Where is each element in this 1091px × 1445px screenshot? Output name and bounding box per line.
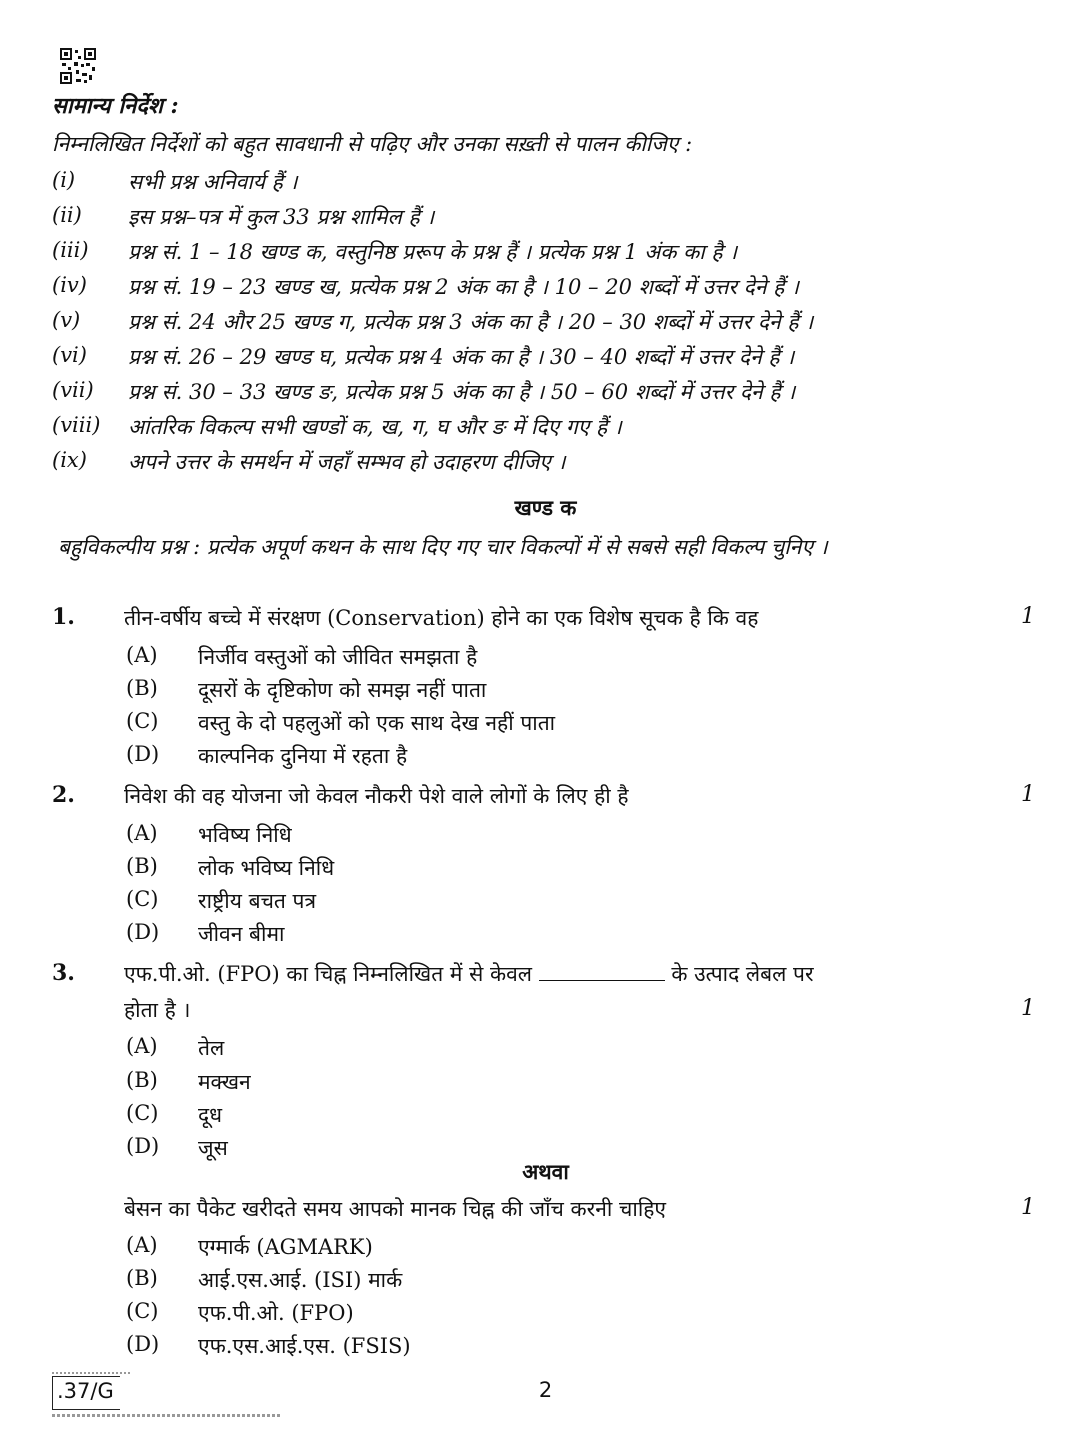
alt-question-marks: 1 — [1021, 1195, 1035, 1220]
page-number: 2 — [538, 1378, 553, 1402]
instruction-item — [52, 168, 1002, 198]
instruction-text: प्रश्न सं. 19 – 23 खण्ड ख, प्रत्येक प्रश्न 2 अंक का है । 10 – 20 शब्दों में उत्तर देने हैं । — [128, 275, 799, 299]
question-marks: 1 — [1021, 996, 1035, 1021]
question-number: 1. — [52, 604, 75, 630]
instruction-item — [52, 378, 1002, 408]
fill-in-blank — [539, 962, 665, 981]
question-number: 3. — [52, 960, 75, 986]
instruction-item — [52, 413, 1002, 443]
instruction-item — [52, 343, 1002, 373]
instruction-number: (ix) — [52, 448, 87, 472]
option-text: निर्जीव वस्तुओं को जीवित समझता है — [198, 645, 478, 669]
instruction-item — [52, 273, 1002, 303]
general-instructions-heading: सामान्य निर्देश : — [52, 93, 179, 119]
instruction-number: (iii) — [52, 238, 89, 262]
instruction-number: (viii) — [52, 413, 101, 437]
option-text: जूस — [198, 1136, 228, 1160]
general-instructions-intro: निम्नलिखित निर्देशों को बहुत सावधानी से पढ़िए और उनका सख़्ती से पालन कीजिए : — [52, 132, 693, 156]
instruction-text: आंतरिक विकल्प सभी खण्डों क, ख, ग, घ और ङ में दिए गए हैं । — [128, 415, 622, 439]
instruction-number: (iv) — [52, 273, 87, 297]
option-text: वस्तु के दो पहलुओं को एक साथ देख नहीं पाता — [198, 711, 556, 735]
section-title: खण्ड क — [514, 495, 577, 520]
instruction-item — [52, 308, 1002, 338]
option-text: राष्ट्रीय बचत पत्र — [198, 889, 317, 913]
instruction-number: (vi) — [52, 343, 87, 367]
option-text: एफ.एस.आई.एस. (FSIS) — [198, 1334, 411, 1358]
option-letter: (B) — [126, 1068, 158, 1092]
instruction-number: (vii) — [52, 378, 94, 402]
instruction-text: प्रश्न सं. 1 – 18 खण्ड क, वस्तुनिष्ठ प्ररूप के प्रश्न हैं । प्रत्येक प्रश्न 1 अंक का है । — [128, 240, 738, 264]
option-text: एग्मार्क (AGMARK) — [198, 1235, 373, 1259]
instruction-item — [52, 203, 1002, 233]
option-letter: (A) — [126, 643, 158, 667]
instruction-number: (ii) — [52, 203, 82, 227]
question-text: तीन-वर्षीय बच्चे में संरक्षण (Conservation) होने का एक विशेष सूचक है कि वह — [124, 606, 759, 630]
instruction-number: (v) — [52, 308, 81, 332]
question-text-line2: होता है । — [124, 998, 191, 1022]
question-number: 2. — [52, 782, 75, 808]
option-letter: (D) — [126, 1134, 160, 1158]
option-text: दूसरों के दृष्टिकोण को समझ नहीं पाता — [198, 678, 487, 702]
option-letter: (A) — [126, 1034, 158, 1058]
option-letter: (B) — [126, 1266, 158, 1290]
qr-code-icon — [60, 48, 96, 84]
question-marks: 1 — [1021, 604, 1035, 629]
question-text-part2: के उत्पाद लेबल पर — [671, 962, 814, 986]
option-text: दूध — [198, 1103, 223, 1127]
option-text: भविष्य निधि — [198, 823, 292, 847]
instruction-item — [52, 448, 1002, 478]
option-text: लोक भविष्य निधि — [198, 856, 335, 880]
option-letter: (C) — [126, 887, 159, 911]
instruction-text: प्रश्न सं. 26 – 29 खण्ड घ, प्रत्येक प्रश्न 4 अंक का है । 30 – 40 शब्दों में उत्तर देने हैं । — [128, 345, 795, 369]
question-text-part1: एफ.पी.ओ. (FPO) का चिह्न निम्नलिखित में से केवल — [124, 962, 532, 986]
instruction-item — [52, 238, 1002, 268]
instruction-number: (i) — [52, 168, 76, 192]
option-text: आई.एस.आई. (ISI) मार्क — [198, 1268, 403, 1292]
option-text: काल्पनिक दुनिया में रहता है — [198, 744, 408, 768]
microprint-bottom — [52, 1414, 282, 1417]
question-text — [124, 960, 814, 988]
option-letter: (C) — [126, 709, 159, 733]
mcq-instruction: बहुविकल्पीय प्रश्न : प्रत्येक अपूर्ण कथन के साथ दिए गए चार विकल्पों में से सबसे सही विकल्प चुनिए । — [58, 535, 828, 559]
option-text: मक्खन — [198, 1070, 251, 1094]
option-letter: (B) — [126, 676, 158, 700]
option-letter: (B) — [126, 854, 158, 878]
question-text: निवेश की वह योजना जो केवल नौकरी पेशे वाले लोगों के लिए ही है — [124, 784, 629, 808]
option-text: तेल — [198, 1036, 225, 1060]
option-text: जीवन बीमा — [198, 922, 285, 946]
or-label: अथवा — [522, 1159, 569, 1184]
instruction-text: प्रश्न सं. 24 और 25 खण्ड ग, प्रत्येक प्रश्न 3 अंक का है । 20 – 30 शब्दों में उत्तर देने हैं । — [128, 310, 814, 334]
instruction-text: अपने उत्तर के समर्थन में जहाँ सम्भव हो उदाहरण दीजिए । — [128, 450, 566, 474]
option-letter: (D) — [126, 920, 160, 944]
alt-question-text: बेसन का पैकेट खरीदते समय आपको मानक चिह्न की जाँच करनी चाहिए — [124, 1197, 667, 1221]
option-text: एफ.पी.ओ. (FPO) — [198, 1301, 354, 1325]
paper-code: .37/G — [52, 1376, 120, 1410]
instruction-text: इस प्रश्न–पत्र में कुल 33 प्रश्न शामिल हैं । — [128, 205, 435, 229]
option-letter: (D) — [126, 742, 160, 766]
option-letter: (D) — [126, 1332, 160, 1356]
instruction-text: प्रश्न सं. 30 – 33 खण्ड ङ, प्रत्येक प्रश्न 5 अंक का है । 50 – 60 शब्दों में उत्तर देने हैं । — [128, 380, 796, 404]
option-letter: (A) — [126, 821, 158, 845]
option-letter: (A) — [126, 1233, 158, 1257]
microprint-top — [52, 1372, 132, 1374]
option-letter: (C) — [126, 1101, 159, 1125]
instruction-text: सभी प्रश्न अनिवार्य हैं । — [128, 170, 298, 194]
option-letter: (C) — [126, 1299, 159, 1323]
question-marks: 1 — [1021, 782, 1035, 807]
